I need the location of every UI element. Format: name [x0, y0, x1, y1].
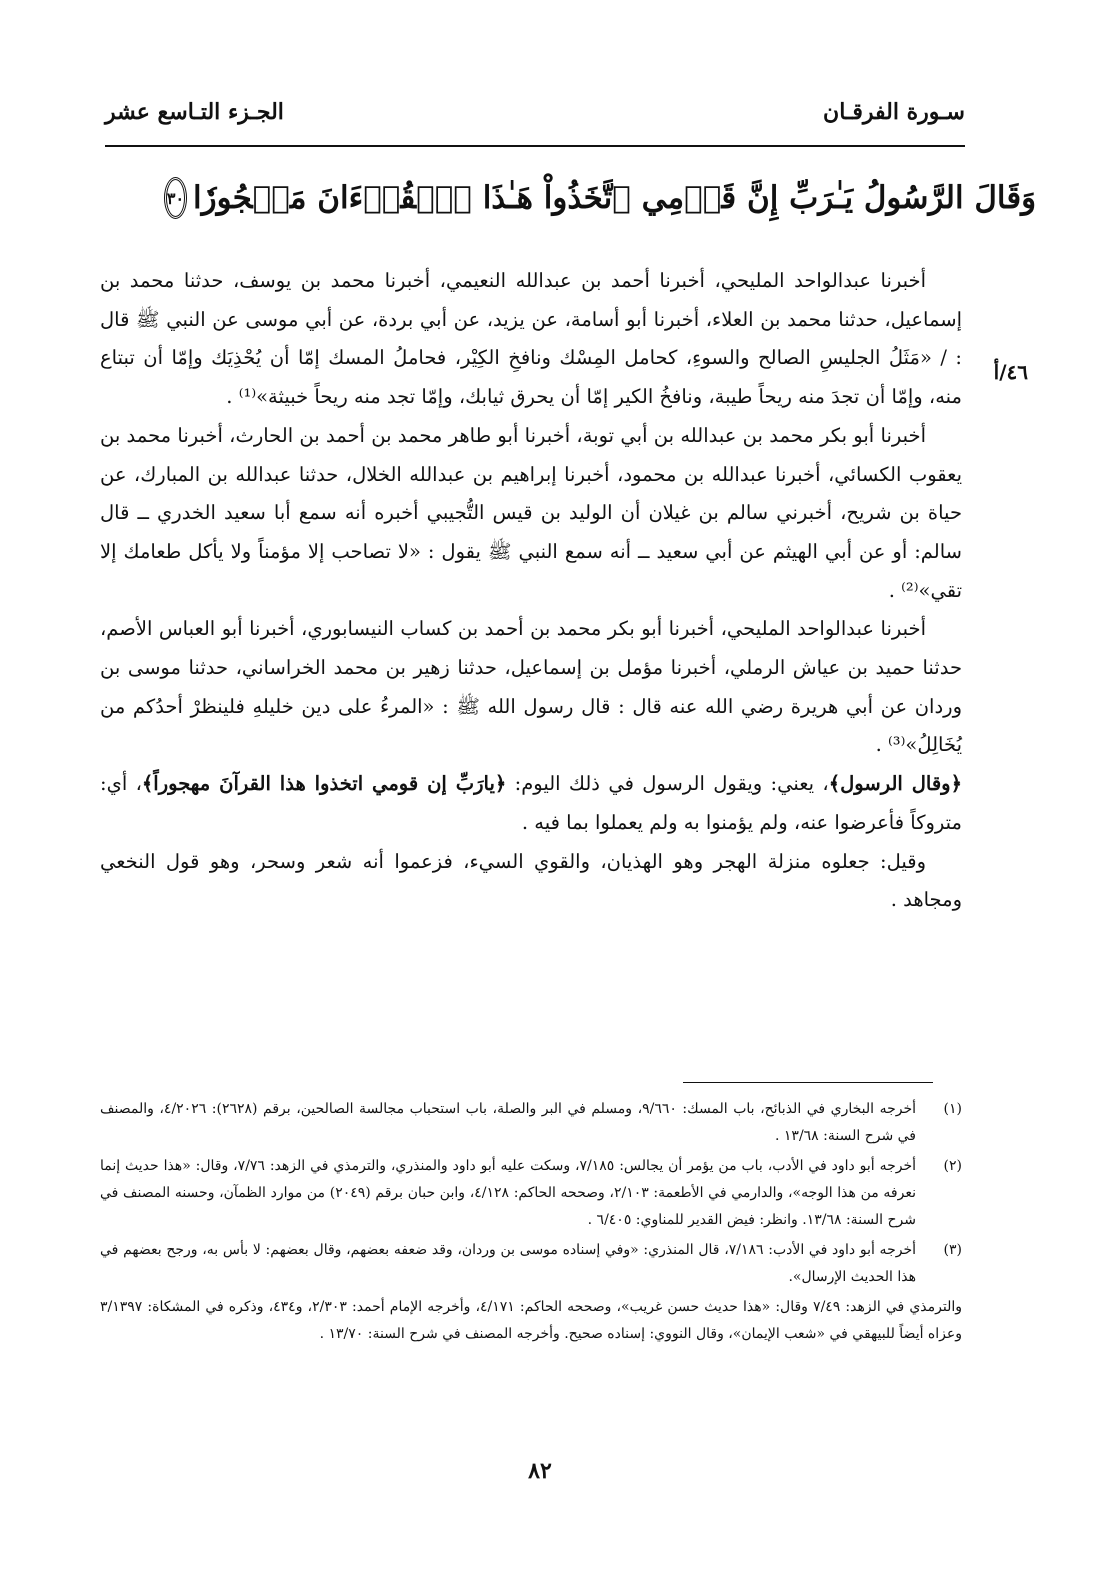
tafsir-text-2: ، أي: متروكاً فأعرضوا عنه، ولم يؤمنوا به ولم يعملوا بما فيه .: [100, 772, 962, 834]
footnote: [100, 1237, 962, 1291]
footnote-rule: [683, 1082, 933, 1083]
footnotes: [100, 1096, 962, 1351]
tafsir-paragraph: [100, 765, 962, 842]
hadith-paragraph-2: أخبرنا أبو بكر محمد بن عبدالله بن أبي توبة، أخبرنا أبو طاهر محمد بن أحمد بن الحارث، أخبرنا محمد بن يعقوب الكسائي، أخبرنا عبدالله بن محمود، أخبرنا إبراهيم بن عبدالله الخلال، حدثنا عبدالله بن المبارك، عن حياة بن شريح، أخبرني سالم بن غيلان أن الوليد بن قيس التُّجيبي أخبره أنه سمع أبا سعيد الخدري ــ قال سالم: أو عن أبي الهيثم عن أبي سعيد ــ أنه سمع النبي ﷺ يقول : «لا تصاحب إلا مؤمناً ولا يأكل طعامك إلا تقي»⁽²⁾ .: [100, 423, 962, 602]
footnote: [100, 1096, 962, 1150]
manuscript-folio-note: ٤٦/أ: [993, 360, 1028, 384]
page-number: ٨٢: [528, 1458, 552, 1484]
header-rule: [105, 145, 965, 147]
hadith-paragraph-1: أخبرنا عبدالواحد المليحي، أخبرنا أحمد بن عبدالله النعيمي، أخبرنا محمد بن يوسف، حدثنا محمد بن إسماعيل، حدثنا محمد بن العلاء، أخبرنا أبو أسامة، عن يزيد، عن أبي بردة، عن أبي موسى عن النبي ﷺ قال : / «مَثَلُ الجليسِ الصالح والسوءِ، كحامل المِسْك ونافخِ الكِيْر، فحاملُ المسك إمّا أن يُحْذِيَك وإمّا أن تبتاع منه، وإمّا أن تجدَ منه ريحاً طيبة، ونافخُ الكير إمّا أن يحرق ثيابك، وإمّا تجد منه ريحاً خبيثة»⁽¹⁾ .: [100, 269, 962, 409]
quran-verse: [166, 168, 1037, 228]
running-header: [105, 92, 965, 132]
closing-paragraph: وقيل: جعلوه منزلة الهجر وهو الهذيان، والقوي السيء، فزعموا أنه شعر وسحر، وهو قول النخعي ومجاهد .: [100, 849, 962, 912]
quote-bold-1: ﴿وقال الرسول﴾: [828, 772, 963, 796]
footnote-text: أخرجه البخاري في الذبائح، باب المسك: ٩/٦٦٠، ومسلم في البر والصلة، باب استحباب مجالسة الصالحين، برقم (٢٦٢٨): ٤/٢٠٢٦، والمصنف في شرح السنة: ١٣/٦٨ .: [100, 1101, 916, 1144]
footnote-number: (١): [943, 1101, 962, 1117]
footnote-text: أخرجه أبو داود في الأدب: ٧/١٨٦، قال المنذري: «وفي إسناده موسى بن وردان، وقد ضعفه بعضهم، وقال بعضهم: لا بأس به، ورجح بعضهم في هذا الحديث الإرسال».: [100, 1242, 916, 1285]
footnote-text: أخرجه أبو داود في الأدب، باب من يؤمر أن يجالس: ٧/١٨٥، وسكت عليه أبو داود والمنذري، والترمذي في الزهد: ٧/٧٦، وقال: «هذا حديث إنما نعرفه من هذا الوجه»، والدارمي في الأطعمة: ٢/١٠٣، وصححه الحاكم: ٤/١٢٨، وابن حبان برقم (٢٠٤٩) من موارد الظمآن، وحسنه المصنف في شرح السنة: ١٣/٦٨. وانظر: فيض القدير للمناوي: ٦/٤٠٥ .: [100, 1158, 916, 1228]
footnote: [100, 1153, 962, 1234]
hadith-paragraph-3: أخبرنا عبدالواحد المليحي، أخبرنا أبو بكر محمد بن أحمد بن كساب النيسابوري، أخبرنا أبو العباس الأصم، حدثنا حميد بن عياش الرملي، أخبرنا مؤمل بن إسماعيل، حدثنا زهير بن محمد الخراساني، حدثنا موسى بن وردان عن أبي هريرة رضي الله عنه قال : قال رسول الله ﷺ : «المرءُ على دين خليلهِ فلينظرْ أحدُكم من يُخَالِلُ»⁽³⁾ .: [100, 617, 962, 757]
verse-text: وَقَالَ الرَّسُولُ يَـٰرَبِّ إِنَّ قَوۡمِي ٱتَّخَذُواْ هَـٰذَا ٱلۡقُرۡءَانَ مَهۡجُورٗا: [193, 180, 1037, 216]
quote-bold-2: ﴿يارَبِّ إن قومي اتخذوا هذا القرآنَ مهجوراً﴾: [141, 772, 507, 796]
surah-title: سـورة الفرقـان: [823, 99, 965, 125]
footnote-continuation: والترمذي في الزهد: ٧/٤٩ وقال: «هذا حديث حسن غريب»، وصححه الحاكم: ٤/١٧١، وأخرجه الإمام أحمد: ٢/٣٠٣، و٤٣٤، وذكره في المشكاة: ٣/١٣٩٧ وعزاه أيضاً للبيهقي في «شعب الإيمان»، وقال النووي: إسناده صحيح. وأخرجه المصنف في شرح السنة: ١٣/٧٠ .: [100, 1299, 962, 1342]
footnote-number: (٣): [943, 1242, 962, 1258]
footnote-number: (٢): [943, 1158, 962, 1174]
main-text: [100, 262, 962, 920]
tafsir-text-1: ، يعني: ويقول الرسول في ذلك اليوم:: [506, 772, 829, 796]
ayah-number-mark: ٣٠: [164, 177, 187, 219]
part-title: الجـزء التـاسع عشر: [105, 99, 284, 125]
